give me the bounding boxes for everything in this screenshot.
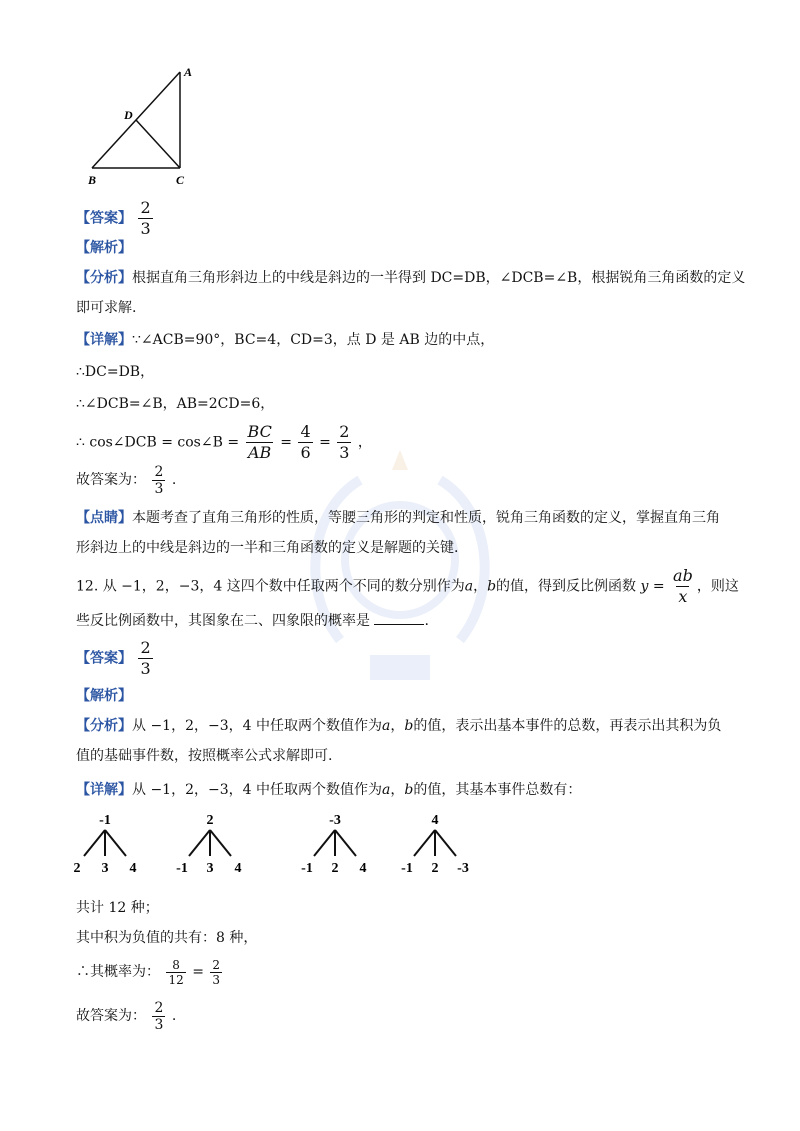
answer-tag: 【答案】 <box>76 210 132 227</box>
tree-leaf: 4 <box>129 861 137 876</box>
q12-stem-line2: 些反比例函数中，其图象在二、四象限的概率是 . <box>76 610 429 631</box>
answer-blank <box>374 610 424 625</box>
tree-branch <box>414 830 435 856</box>
fraction-bc-ab: $\frac{BC}{AB}$ <box>247 422 272 462</box>
tree-root: 4 <box>431 813 439 828</box>
answer-fraction: $\frac{2}{3}$ <box>140 198 151 238</box>
dianjing-tag: 【点睛】 <box>76 510 132 526</box>
tree-branch <box>84 830 105 856</box>
prob-fraction-2-3: $\frac{2}{3}$ <box>212 957 221 987</box>
xiangjie-tag: 【详解】 <box>76 332 132 348</box>
q11-dianjing-line2: 形斜边上的中线是斜边的一半和三角函数的定义是解题的关键. <box>76 540 459 556</box>
tree-leaf: 2 <box>331 861 339 876</box>
tree-leaf: -1 <box>176 861 188 876</box>
tree-leaf: 4 <box>359 861 367 876</box>
tree-2 <box>176 813 241 876</box>
fenxi-tag: 【分析】 <box>76 270 132 286</box>
q12-answer-fraction: $\frac{2}{3}$ <box>140 638 151 678</box>
q12-fenxi-line1: 【分析】从 −1，2，−3，4 中任取两个数值作为a，b的值，表示出基本事件的总数，再表示出其积为负 <box>76 718 722 734</box>
tree-1 <box>74 813 137 876</box>
q11-fenxi-line2: 即可求解. <box>76 300 137 316</box>
tree-leaf: -3 <box>457 861 469 876</box>
q11-step2: ∴∠DCB=∠B，AB=2CD=6， <box>76 396 275 412</box>
tree-4 <box>401 813 469 876</box>
tree-leaf: 4 <box>234 861 242 876</box>
tree-branch <box>335 830 356 856</box>
jiexi-tag: 【解析】 <box>76 240 132 256</box>
tree-root: 2 <box>206 813 214 828</box>
q12-probability: ∴其概率为： $\frac{8}{12}$ = $\frac{2}{3}$ <box>76 957 221 987</box>
tree-branch <box>105 830 126 856</box>
q12-fenxi-line2: 值的基础事件数，按照概率公式求解即可. <box>76 748 333 764</box>
tree-diagrams <box>60 808 520 880</box>
vertex-label-d: D <box>124 108 133 122</box>
tree-leaf: 3 <box>101 861 109 876</box>
q12-conclusion: 故答案为： $\frac{2}{3}$ . <box>76 999 177 1033</box>
conclusion-fraction: $\frac{2}{3}$ <box>154 463 164 497</box>
tree-3 <box>301 813 366 876</box>
q12-conclusion-fraction: $\frac{2}{3}$ <box>154 999 164 1033</box>
q12-answer: 【答案】 $\frac{2}{3}$ <box>76 638 151 678</box>
q11-answer <box>76 198 155 239</box>
tree-branch <box>314 830 335 856</box>
q12-jiexi: 【解析】 <box>76 688 132 704</box>
tree-leaf: -1 <box>301 861 313 876</box>
function-fraction: $\frac{ab}{x}$ <box>673 566 693 606</box>
tree-root: -1 <box>99 813 111 828</box>
q11-xiangjie-line1: 【详解】∵∠ACB=90°，BC=4，CD=3，点 D 是 AB 边的中点， <box>76 332 495 348</box>
q11-conclusion: 故答案为： $\frac{2}{3}$ . <box>76 463 177 497</box>
q12-total: 共计 12 种； <box>76 900 159 916</box>
triangle-figure <box>80 60 210 190</box>
q11-step3: ∴ cos∠DCB = cos∠B = $\frac{BC}{AB}$ = $\frac{4}{6}$ = $\frac{2}{3}$ ， <box>76 422 372 462</box>
vertex-label-b: B <box>88 173 97 187</box>
vertex-label-a: A <box>184 65 193 79</box>
fraction-4-6: $\frac{4}{6}$ <box>300 422 311 462</box>
q11-dianjing-line1: 【点睛】本题考查了直角三角形的性质，等腰三角形的判定和性质，锐角三角函数的定义，掌握直角三角 <box>76 510 720 526</box>
tree-leaf: 2 <box>431 861 439 876</box>
fraction-2-3: $\frac{2}{3}$ <box>339 422 350 462</box>
vertex-label-c: C <box>176 173 185 187</box>
q12-negative: 其中积为负值的共有：8 种， <box>76 930 258 946</box>
q11-step1: ∴DC=DB， <box>76 364 155 380</box>
q12-stem-line1: 12. 从 −1，2，−3，4 这四个数中任取两个不同的数分别作为a，b的值，得到反比例函数 y = $\frac{ab}{x}$ ，则这 <box>76 566 739 606</box>
tree-leaf: 2 <box>73 861 81 876</box>
tree-branch <box>210 830 231 856</box>
q11-jiexi <box>76 238 132 258</box>
prob-fraction-8-12: $\frac{8}{12}$ <box>168 957 184 987</box>
tree-root: -3 <box>329 813 341 828</box>
tree-leaf: 3 <box>206 861 214 876</box>
q12-xiangjie-line1: 【详解】从 −1，2，−3，4 中任取两个数值作为a，b的值，其基本事件总数有： <box>76 782 582 798</box>
tree-leaf: -1 <box>401 861 413 876</box>
q11-fenxi-line1: 【分析】根据直角三角形斜边上的中线是斜边的一半得到 DC=DB，∠DCB=∠B，根据锐角三角函数的定义 <box>76 270 746 286</box>
tree-branch <box>189 830 210 856</box>
tree-branch <box>435 830 456 856</box>
